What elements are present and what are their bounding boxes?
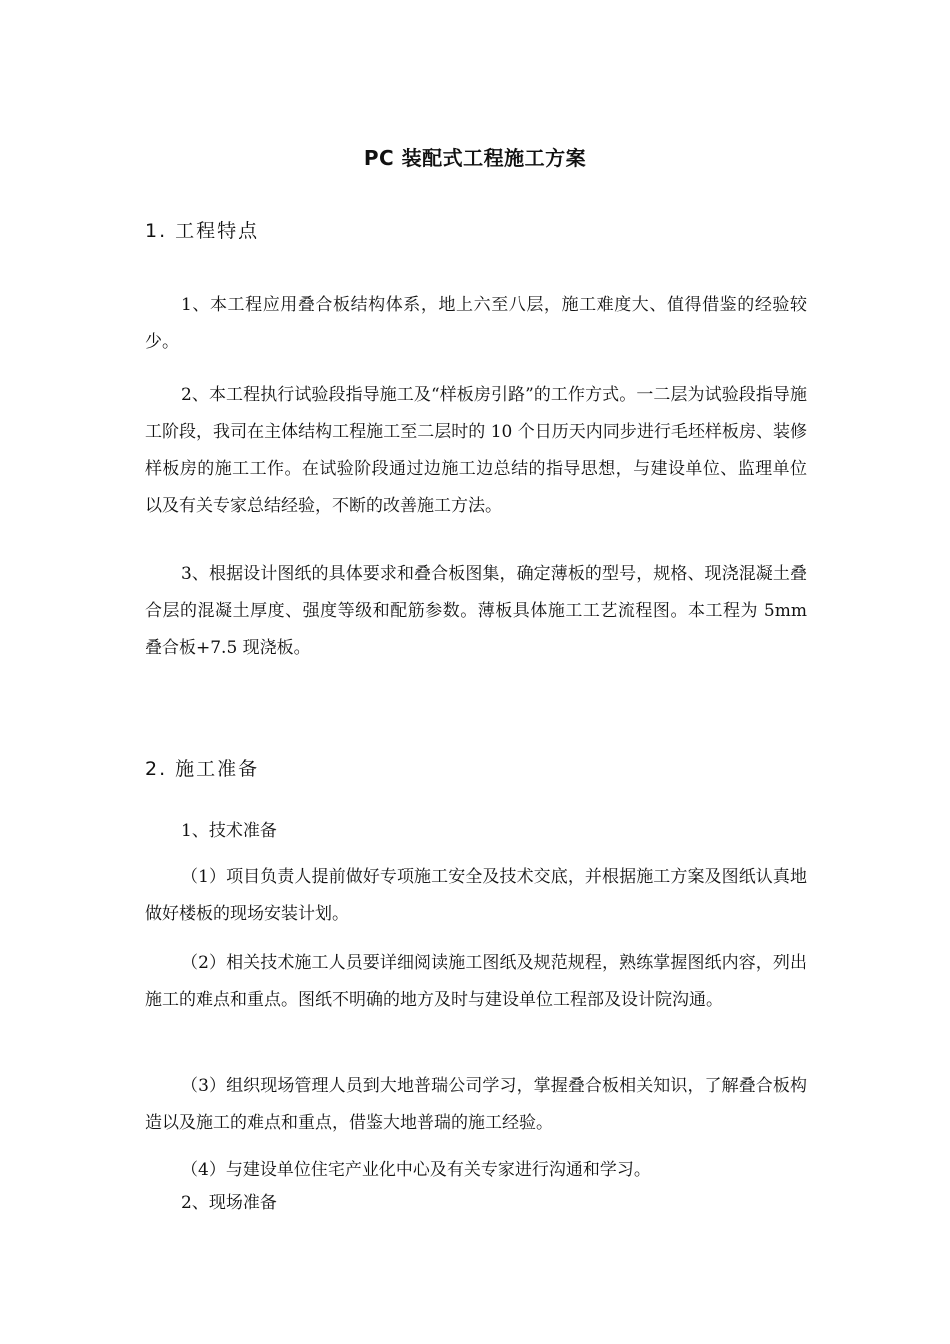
paragraph-1: 1、本工程应用叠合板结构体系，地上六至八层，施工难度大、值得借鉴的经验较少。 bbox=[145, 295, 807, 352]
section-heading-1: 1. 工程特点 bbox=[145, 220, 260, 242]
document-title: PC 装配式工程施工方案 bbox=[363, 146, 587, 170]
section-heading-2: 2. 施工准备 bbox=[145, 758, 260, 780]
list-item: （1）项目负责人提前做好专项施工安全及技术交底，并根据施工方案及图纸认真地做好楼板的现场安装计划。 bbox=[145, 867, 807, 924]
paragraph-2: 2、本工程执行试验段指导施工及“样板房引路”的工作方式。一二层为试验段指导施工阶段，我司在主体结构工程施工至二层时的 10 个日历天内同步进行毛坯样板房、装修样板房的施工工作。在试验阶段通过边施工边总结的指导思想，与建设单位、监理单位以及有关专家总结经验，不断的改善施工方法。 bbox=[145, 385, 807, 516]
list-item: （2）相关技术施工人员要详细阅读施工图纸及规范规程，熟练掌握图纸内容，列出施工的难点和重点。图纸不明确的地方及时与建设单位工程部及设计院沟通。 bbox=[145, 953, 807, 1010]
subheading-technical-prep: 1、技术准备 bbox=[181, 821, 277, 841]
list-item: （4）与建设单位住宅产业化中心及有关专家进行沟通和学习。 bbox=[181, 1160, 651, 1180]
subheading-site-prep: 2、现场准备 bbox=[181, 1193, 277, 1213]
paragraph-3: 3、根据设计图纸的具体要求和叠合板图集，确定薄板的型号，规格、现浇混凝土叠合层的混凝土厚度、强度等级和配筋参数。薄板具体施工工艺流程图。本工程为 5mm 叠合板+7.5 现浇板。 bbox=[145, 564, 807, 658]
list-item: （3）组织现场管理人员到大地普瑞公司学习，掌握叠合板相关知识，了解叠合板构造以及施工的难点和重点，借鉴大地普瑞的施工经验。 bbox=[145, 1076, 807, 1133]
